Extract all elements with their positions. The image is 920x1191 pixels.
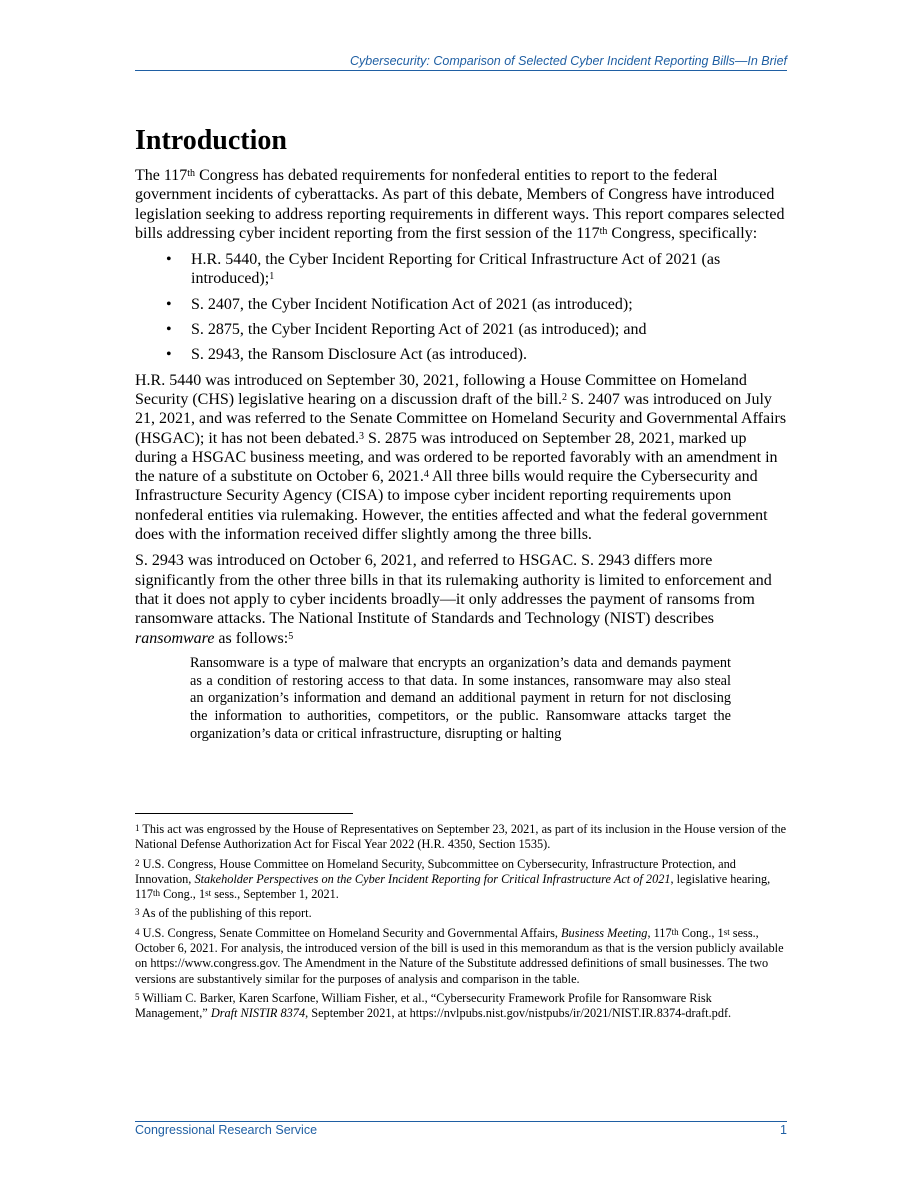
footnote-text: U.S. Congress, House Committee on Homeland Security, Subcommittee on Cybersecurity, Infrastructure Protection, and Innovation, <box>135 856 736 886</box>
footnote-number: 4 <box>135 926 140 937</box>
ordinal-sup: st <box>205 888 212 899</box>
footnote-text: This act was engrossed by the House of Representatives on September 23, 2021, as part of its inclusion in the House version of the National Defense Authorization Act for Fiscal Year 2022 (H.R. 4350, Section 1535). <box>135 822 787 852</box>
ordinal-sup: th <box>599 225 608 237</box>
footer-rule <box>135 1121 787 1122</box>
footnote-text: Cong., 1 <box>160 887 206 902</box>
list-item <box>135 250 787 289</box>
ransom-paragraph <box>135 551 787 647</box>
footnotes <box>135 822 787 1026</box>
bill-list <box>135 250 787 364</box>
footnote <box>135 991 787 1022</box>
ordinal-sup: th <box>187 168 196 179</box>
history-paragraph <box>135 371 787 545</box>
footnote-text: Cong., 1 <box>678 925 724 940</box>
main-content <box>135 122 787 743</box>
running-header: Cybersecurity: Comparison of Selected Cyber Incident Reporting Bills—In Brief <box>350 54 787 68</box>
intro-text-a: The 117 <box>135 167 188 184</box>
header-rule <box>135 70 787 71</box>
bill-text: S. 2407, the Cyber Incident Notification Act of 2021 (as introduced); <box>191 295 633 313</box>
bullet-icon: • <box>166 321 172 339</box>
bullet-icon: • <box>166 251 172 269</box>
ordinal-sup: th <box>671 926 679 937</box>
footnote <box>135 906 787 921</box>
footnote-title: Draft NISTIR 8374 <box>210 1006 306 1021</box>
footnote <box>135 857 787 903</box>
footnote-number: 3 <box>135 907 140 918</box>
footnote-text: U.S. Congress, Senate Committee on Homeland Security and Governmental Affairs, <box>139 925 562 940</box>
bill-text: H.R. 5440, the Cyber Incident Reporting for Critical Infrastructure Act of 2021 (as introduced); <box>191 251 721 288</box>
footnote-number: 2 <box>135 857 140 868</box>
intro-text-b: Congress has debated requirements for nonfederal entities to report to the federal government incidents of cyberattacks. As part of this debate, Members of Congress have introduced legislation seeking to address reporting requirements in different ways. This report compares selected bills addressing cyber incident reporting from the first session of the 117 <box>135 167 785 242</box>
footnote-title: Business Meeting <box>561 925 648 940</box>
list-item <box>135 345 787 364</box>
footer-publisher: Congressional Research Service <box>135 1123 318 1137</box>
ordinal-sup: st <box>723 926 730 937</box>
ransom-text-a: S. 2943 was introduced on October 6, 2021, and referred to HSGAC. S. 2943 differs more significantly from the other three bills in that its rulemaking authority is limited to enforcement and that it does not apply to cyber incidents broadly—it only addresses the payment of ransoms from ransomware attacks. The National Institute of Standards and Technology (NIST) describes <box>135 552 772 628</box>
bullet-icon: • <box>166 295 172 313</box>
history-text-a: H.R. 5440 was introduced on September 30, 2021, following a House Committee on Homeland Security (CHS) legislative hearing on a discussion draft of the bill. <box>135 371 747 408</box>
footnote-ref[interactable]: 5 <box>288 630 294 642</box>
footnote-divider <box>135 813 353 814</box>
footnote <box>135 822 787 853</box>
footnote-number: 5 <box>135 991 140 1002</box>
footnote-ref[interactable]: 1 <box>269 271 275 283</box>
footnote-title: Stakeholder Perspectives on the Cyber Incident Reporting for Critical Infrastructure Act of 2021 <box>194 871 671 886</box>
history-text-d: All three bills would require the Cybersecurity and Infrastructure Security Agency (CISA) to impose cyber incident reporting requirements upon nonfederal entities via rulemaking. However, the entities affected and what the federal government does with the information received differ slightly among the three bills. <box>135 468 768 544</box>
block-quote: Ransomware is a type of malware that encrypts an organization’s data and demands payment as a condition of restoring access to that data. In some instances, ransomware may also steal an organization’s information and demand an additional payment in return for not disclosing the information to authorities, competitors, or the public. Ransomware attacks target the organization’s data or critical infrastructure, disrupting or halting <box>190 654 731 742</box>
bill-text: S. 2943, the Ransom Disclosure Act (as introduced). <box>191 346 527 364</box>
intro-paragraph <box>135 166 787 243</box>
footnote-ref[interactable]: 4 <box>423 469 429 481</box>
footnote-text: William C. Barker, Karen Scarfone, William Fisher, et al., “Cybersecurity Framework Profile for Ransomware Risk Management,” <box>135 990 712 1021</box>
ransomware-term: ransomware <box>135 629 215 647</box>
bill-text: S. 2875, the Cyber Incident Reporting Act of 2021 (as introduced); and <box>191 321 647 339</box>
footnote-text: sess., October 6, 2021. For analysis, the introduced version of the bill is used in this memorandum as that is the version publicly available on https://www.congress.gov. The Amendment in the Nature of the Substitute addressed definitions of small businesses. The two versions are substantively similar for the purposes of analysis and comparison in the table. <box>135 925 784 986</box>
list-item <box>135 295 787 314</box>
footnote-ref[interactable]: 3 <box>358 430 364 442</box>
footnote-text: , legislative hearing, 117 <box>135 871 771 902</box>
footnote <box>135 926 787 987</box>
ordinal-sup: th <box>153 888 161 899</box>
intro-text-c: Congress, specifically: <box>607 224 758 242</box>
page-number: 1 <box>780 1123 787 1137</box>
ransom-text-b: as follows: <box>214 629 289 647</box>
bullet-icon: • <box>166 346 172 364</box>
footnote-ref[interactable]: 2 <box>562 391 568 403</box>
history-text-b: S. 2407 was introduced on July 21, 2021, and was referred to the Senate Committee on Homeland Security and Governmental Affairs (HSGAC); it has not been debated. <box>135 390 787 447</box>
footnote-text: sess., September 1, 2021. <box>211 887 339 902</box>
history-text-c: S. 2875 was introduced on September 28, 2021, marked up during a HSGAC business meeting, and was ordered to be reported favorably with an amendment in the nature of a substitute on October 6, 2021. <box>135 429 778 486</box>
list-item <box>135 320 787 339</box>
footnote-text: , September 2021, at https://nvlpubs.nist.gov/nistpubs/ir/2021/NIST.IR.8374-draft.pdf. <box>305 1006 732 1021</box>
footnote-text: As of the publishing of this report. <box>139 906 312 921</box>
section-heading: Introduction <box>135 125 287 156</box>
footnote-text: , 117 <box>647 925 672 940</box>
footnote-number: 1 <box>135 823 140 833</box>
